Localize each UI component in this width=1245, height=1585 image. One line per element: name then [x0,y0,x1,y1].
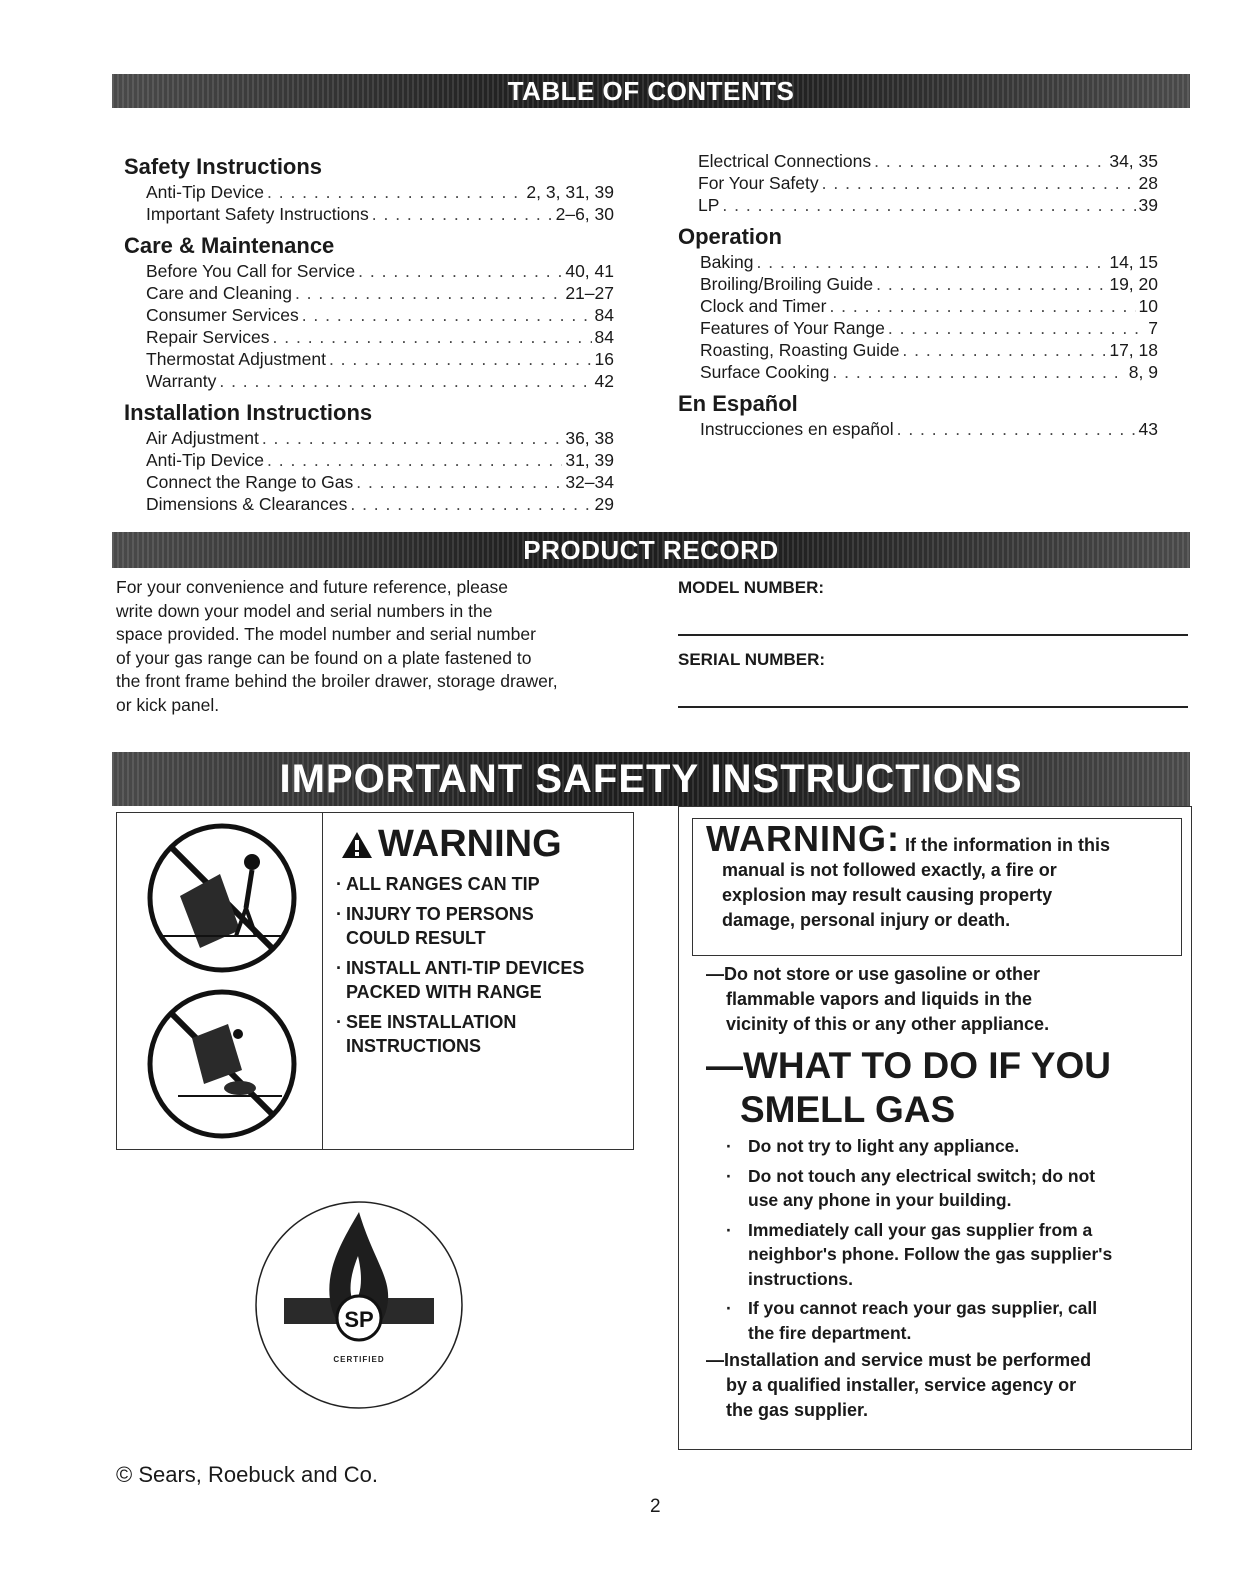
svg-text:SP: SP [344,1307,374,1332]
serial-number-field[interactable] [678,706,1188,708]
smell-gas-heading [706,1044,1176,1132]
gas-warning-text [706,818,1166,933]
toc-entry-label: Before You Call for Service [146,261,356,281]
smell-gas-step-line: instructions. [748,1268,854,1289]
toc-entry-label: Repair Services [146,327,270,347]
toc-entry-label: Clock and Timer [700,296,827,316]
toc-entry-page: 10 [1138,296,1158,316]
toc-section [124,400,614,515]
toc-entry-page: 19, 20 [1109,274,1158,294]
toc-entry-page: 2–6, 30 [555,204,614,224]
toc-entry-label: Warranty [146,371,217,391]
copyright: © Sears, Roebuck and Co. [116,1462,379,1487]
toc-entry [678,317,1158,339]
installation-note [706,1348,1176,1423]
tip-warning-title-text: WARNING [378,823,562,865]
gas-warning-line: explosion may result causing property [722,885,1053,905]
record-text-line: the front frame behind the broiler drawer, storage drawer, [116,671,558,691]
toc-section-title: Care & Maintenance [124,233,335,258]
toc-section [124,233,614,392]
tip-warning-line: SEE INSTALLATION [346,1012,517,1032]
toc-entry-label: Consumer Services [146,305,299,325]
toc-entry [124,304,614,326]
page-number: 2 [650,1496,661,1517]
toc-entry [124,493,614,515]
toc-banner-title: TABLE OF CONTENTS [507,75,795,106]
tip-warning-line: COULD RESULT [346,928,486,948]
tip-warning-item: · INJURY TO PERSONS COULD RESULT [336,904,534,948]
toc-section-title: Installation Instructions [124,400,373,425]
toc-entry-page: 21–27 [565,283,614,303]
smell-gas-step: · If you cannot reach your gas supplier, call the fire department. [726,1296,1176,1345]
smell-gas-steps [726,1134,1176,1350]
toc-entry-page: 31, 39 [565,450,614,470]
tip-warning-line: INJURY TO PERSONS [346,904,534,924]
toc-left-column [124,152,614,515]
toc-section [124,154,614,225]
smell-gas-step: · Do not try to light any appliance. [726,1134,1176,1159]
toc-entry [678,295,1158,317]
toc-entry-label: Electrical Connections [698,151,872,171]
toc-entry-label: Broiling/Broiling Guide [700,274,874,294]
product-record-text [116,576,646,717]
smell-gas-step-line: Immediately call your gas supplier from a [748,1219,1093,1240]
toc-entry-label: Connect the Range to Gas [146,472,354,492]
no-climbing-door-icon [142,984,302,1144]
csa-certified-seal-icon [254,1200,464,1410]
toc-entry-page: 8, 9 [1128,362,1158,382]
toc-entry [678,251,1158,273]
toc-entry [678,339,1158,361]
safety-banner [112,752,1190,806]
tip-warning-list [336,872,626,1064]
toc-entry-page: 34, 35 [1109,151,1158,171]
toc-entry-label: Thermostat Adjustment [146,349,326,369]
tip-warning-item: · SEE INSTALLATION INSTRUCTIONS [336,1012,517,1056]
toc-section [678,391,1158,440]
tip-warning-line: PACKED WITH RANGE [346,982,542,1002]
toc-right-column [678,150,1158,440]
product-record-banner [112,532,1190,568]
toc-entry-label: Baking [700,252,754,272]
toc-entry-page: 84 [594,305,614,325]
smell-gas-step-line: Do not touch any electrical switch; do not [748,1165,1096,1186]
record-text-line: space provided. The model number and serial number [116,624,536,644]
smell-gas-step: · Do not touch any electrical switch; do not use any phone in your building. [726,1164,1176,1213]
tip-warning-line: ALL RANGES CAN TIP [346,874,540,894]
smell-gas-step-line: neighbor's phone. Follow the gas supplier's [748,1244,1113,1264]
toc-entry [124,260,614,282]
gas-warning-line: manual is not followed exactly, a fire or [722,860,1057,880]
toc-entry [124,471,614,493]
toc-entry-page: 17, 18 [1109,340,1158,360]
toc-entry-page: 39 [1138,195,1158,215]
smell-gas-step-line: use any phone in your building. [748,1190,1012,1210]
record-text-line: write down your model and serial numbers in the [116,600,493,621]
toc-entry-page: 42 [594,371,614,391]
installation-line: —Installation and service must be performed [706,1350,1092,1370]
toc-entry-label: Important Safety Instructions [146,204,369,224]
toc-entry-label: Dimensions & Clearances [146,494,348,514]
installation-line: by a qualified installer, service agency or [726,1375,1077,1395]
no-tipping-range-icon [142,818,302,978]
seal-text: CERTIFIED [333,1355,385,1364]
toc-section-title: Operation [678,224,782,249]
toc-entry [678,418,1158,440]
toc-entry-page: 40, 41 [565,261,614,281]
toc-entry-label: Surface Cooking [700,362,830,382]
toc-entry-page: 29 [594,494,614,514]
gas-warning-first-line: If the information in this [905,835,1110,855]
gas-storage-line: vicinity of this or any other appliance. [726,1014,1050,1034]
gas-warning-big-title: WARNING: [706,818,900,859]
toc-entry [124,348,614,370]
gas-storage-line: flammable vapors and liquids in the [726,989,1033,1009]
smell-gas-step-line: Do not try to light any appliance. [748,1136,1020,1156]
toc-entry [678,172,1158,194]
toc-banner [112,74,1190,108]
toc-entry [124,326,614,348]
gas-warning-line: damage, personal injury or death. [722,910,1011,930]
toc-entry-page: 7 [1148,318,1158,338]
toc-entry [124,181,614,203]
toc-entry-label: Anti-Tip Device [146,182,264,202]
model-number-field[interactable] [678,634,1188,636]
toc-section [678,224,1158,383]
toc-entry [678,194,1158,216]
record-text-line: of your gas range can be found on a plate fastened to [116,647,532,668]
product-record-banner-title: PRODUCT RECORD [523,534,779,565]
toc-entry [678,361,1158,383]
toc-entry-label: Care and Cleaning [146,283,292,303]
smell-gas-heading-line: SMELL GAS [740,1089,956,1130]
toc-entry [124,282,614,304]
toc-entry-page: 16 [594,349,614,369]
toc-entry-label: Anti-Tip Device [146,450,264,470]
toc-entry-page: 2, 3, 31, 39 [526,182,614,202]
toc-entry-page: 36, 38 [565,428,614,448]
record-text-line: For your convenience and future reference, please [116,577,509,597]
installation-line: the gas supplier. [726,1400,869,1420]
smell-gas-step-line: the fire department. [748,1322,912,1343]
toc-entry-label: For Your Safety [698,173,819,193]
toc-entry-label: Instrucciones en español [700,419,894,439]
tip-warning-line: INSTALL ANTI-TIP DEVICES [346,958,585,978]
toc-entry-label: Roasting, Roasting Guide [700,340,900,360]
warning-box-divider [322,812,323,1150]
tip-warning-title [340,823,562,866]
model-number-label: MODEL NUMBER: [678,578,825,597]
tip-warning-line: INSTRUCTIONS [346,1036,481,1056]
toc-entry-page: 28 [1138,173,1158,193]
toc-section-title: En Español [678,391,798,416]
toc-entry-label: Air Adjustment [146,428,259,448]
toc-entry [124,427,614,449]
gas-storage-note [706,962,1176,1037]
tip-warning-item: · INSTALL ANTI-TIP DEVICES PACKED WITH RANGE [336,958,585,1002]
toc-entry [124,203,614,225]
toc-entry-page: 43 [1138,419,1158,439]
gas-storage-line: —Do not store or use gasoline or other [706,964,1041,984]
toc-entry-label: Features of Your Range [700,318,885,338]
toc-entry-page: 32–34 [565,472,614,492]
smell-gas-step: · Immediately call your gas supplier from a neighbor's phone. Follow the gas supplier's instructions. [726,1218,1176,1292]
smell-gas-heading-line: —WHAT TO DO IF YOU [706,1045,1111,1086]
toc-entry-page: 14, 15 [1109,252,1158,272]
toc-entry [678,273,1158,295]
toc-entry [124,370,614,392]
record-text-line: or kick panel. [116,694,220,715]
safety-banner-title: IMPORTANT SAFETY INSTRUCTIONS [279,756,1023,801]
toc-entry-page: 84 [594,327,614,347]
toc-entry [124,449,614,471]
toc-entry [678,150,1158,172]
warning-triangle-icon [340,830,374,860]
tip-warning-item: · ALL RANGES CAN TIP [336,874,540,894]
smell-gas-step-line: If you cannot reach your gas supplier, call [748,1298,1098,1318]
toc-entry-label: LP [698,195,720,215]
toc-section-title: Safety Instructions [124,154,323,179]
serial-number-label: SERIAL NUMBER: [678,650,826,669]
